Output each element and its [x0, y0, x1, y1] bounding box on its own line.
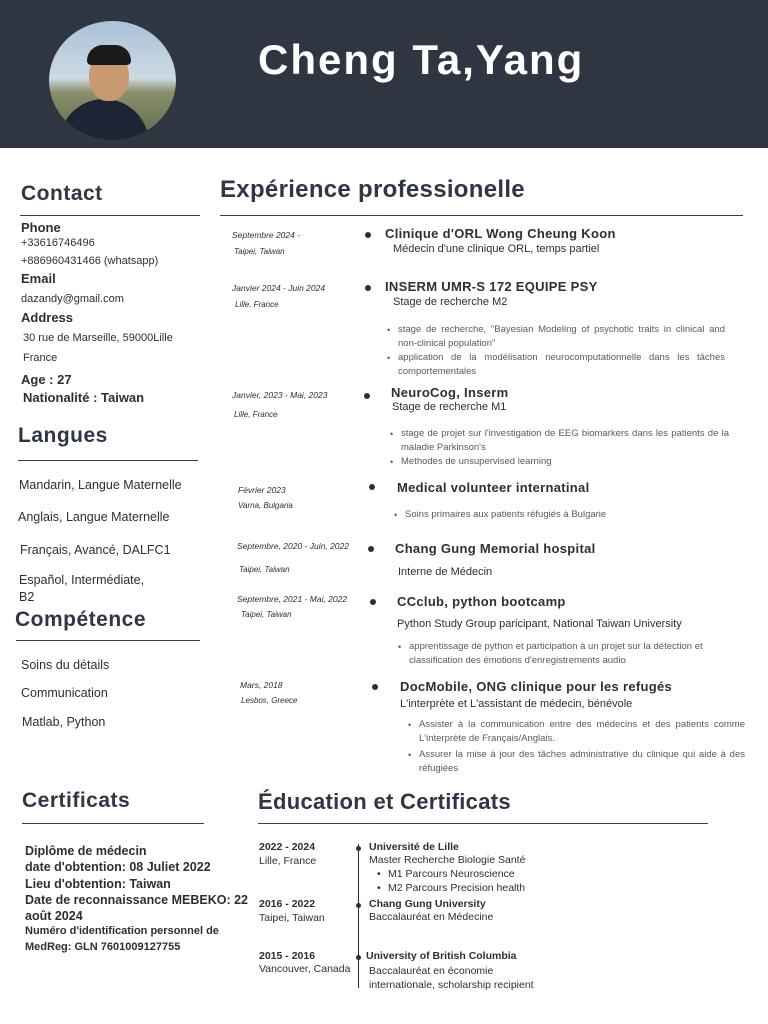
- education-place: Vancouver, Canada: [259, 963, 351, 975]
- experience-org: Medical volunteer internatinal: [397, 480, 590, 495]
- education-bullet: • M1 Parcours Neuroscience: [388, 868, 515, 880]
- experience-org: NeuroCog, Inserm: [391, 385, 509, 400]
- education-years: 2022 - 2024: [259, 841, 316, 853]
- experience-bullet: • apprentissage de python et participation à un projet sur la détection et classification des émotions d'enregistrements audio: [409, 640, 737, 668]
- phone-label: Phone: [21, 220, 61, 235]
- education-dot: [356, 846, 361, 851]
- certificate-line: août 2024: [25, 909, 83, 923]
- education-years: 2015 - 2016: [259, 950, 316, 962]
- education-rule: [258, 823, 708, 824]
- education-timeline-line: [358, 844, 359, 988]
- address-label: Address: [21, 310, 74, 325]
- education-school: Université de Lille: [369, 841, 459, 853]
- experience-org: INSERM UMR-S 172 EQUIPE PSY: [385, 279, 598, 294]
- experience-place: Lille, France: [234, 410, 278, 419]
- experience-role: Stage de recherche M2: [393, 296, 508, 308]
- timeline-dot: [372, 684, 378, 690]
- skill-item: Communication: [21, 686, 108, 700]
- experience-date: Septembre, 2021 - Mai, 2022: [237, 594, 348, 604]
- language-item: B2: [19, 590, 35, 604]
- certificates-heading: Certificats: [22, 789, 131, 812]
- certificate-line: Diplôme de médecin: [25, 844, 147, 858]
- experience-date: Janvier, 2023 - Mai, 2023: [232, 390, 328, 400]
- experience-place: Taipei, Taiwan: [239, 565, 290, 574]
- certificate-line: MedReg: GLN 7601009127755: [25, 941, 181, 953]
- experience-role: Python Study Group paricipant, National Taiwan University: [397, 618, 682, 630]
- experience-date: Septembre 2024 -: [232, 230, 301, 240]
- experience-place: Taipei, Taiwan: [234, 247, 285, 256]
- experience-org: Chang Gung Memorial hospital: [395, 541, 596, 556]
- experience-bullet: • Soins primaires aux patients réfugiés à Bulgarie: [405, 508, 725, 522]
- nationality-text: Nationalité : Taiwan: [23, 390, 145, 405]
- address-line-2: France: [23, 352, 58, 364]
- education-school: Chang Gung University: [369, 898, 486, 910]
- experience-org: DocMobile, ONG clinique pour les refugés: [400, 679, 673, 694]
- experience-bullet: • Methodes de unsupervised learning: [401, 455, 729, 469]
- education-bullet: • M2 Parcours Precision health: [388, 882, 525, 894]
- experience-role: Interne de Médecin: [398, 566, 493, 578]
- experience-bullet: • application de la modélisation neurocomputationnelle dans les tâches comportementales: [398, 351, 725, 379]
- language-item: Anglais, Langue Maternelle: [18, 510, 170, 524]
- education-degree: Baccalauréat en économie: [369, 965, 494, 977]
- education-dot: [356, 955, 361, 960]
- certificate-line: Lieu d'obtention: Taiwan: [25, 877, 171, 891]
- timeline-dot: [369, 484, 375, 490]
- timeline-dot: [368, 546, 374, 552]
- education-degree: Master Recherche Biologie Santé: [369, 854, 526, 866]
- email-address[interactable]: dazandy@gmail.com: [21, 293, 124, 305]
- photo-hair: [87, 45, 131, 65]
- education-dot: [356, 903, 361, 908]
- certificate-line: Date de reconnaissance MEBEKO: 22: [25, 893, 248, 907]
- experience-role: Médecin d'une clinique ORL, temps partiel: [393, 243, 600, 255]
- photo-body: [59, 99, 149, 140]
- profile-photo: [49, 21, 176, 140]
- education-school: University of British Columbia: [366, 950, 517, 962]
- skills-rule: [16, 640, 200, 641]
- experience-bullet: • stage de projet sur l'investigation de EEG biomarkers dans les patients de la maladie Parkinson's: [401, 427, 729, 455]
- education-heading: Éducation et Certificats: [258, 789, 511, 814]
- skills-heading: Compétence: [15, 608, 147, 631]
- age-text: Age : 27: [21, 372, 72, 387]
- language-item: Mandarin, Langue Maternelle: [19, 478, 182, 492]
- contact-rule: [20, 215, 200, 216]
- experience-bullet: • stage de recherche, "Bayesian Modeling of psychotic traits in clinical and non-clinical population": [398, 323, 725, 351]
- experience-org: CCclub, python bootcamp: [397, 594, 566, 609]
- phone-number-2[interactable]: +886960431466 (whatsapp): [21, 255, 159, 267]
- education-place: Taipei, Taiwan: [259, 912, 325, 924]
- experience-date: Janvier 2024 - Juin 2024: [232, 283, 326, 293]
- experience-bullet: • Assister à la communication entre des médecins et des patients comme L'interprète de Français/Anglais.: [419, 718, 745, 746]
- experience-rule: [220, 215, 743, 216]
- email-label: Email: [21, 271, 56, 286]
- experience-role: Stage de recherche M1: [392, 401, 507, 413]
- education-degree: Baccalauréat en Médecine: [369, 911, 494, 923]
- experience-date: Mars, 2018: [240, 680, 283, 690]
- phone-number-1[interactable]: +33616746496: [21, 237, 95, 249]
- languages-heading: Langues: [18, 424, 108, 447]
- languages-rule: [18, 460, 198, 461]
- skill-item: Matlab, Python: [22, 715, 106, 729]
- header-banner: [0, 0, 768, 148]
- experience-role: L'interprète et L'assistant de médecin, bénévole: [400, 698, 633, 710]
- experience-place: Taipei, Taiwan: [241, 610, 292, 619]
- language-item: Français, Avancé, DALFC1: [20, 543, 171, 557]
- certificates-rule: [22, 823, 204, 824]
- skill-item: Soins du détails: [21, 658, 110, 672]
- language-item: Español, Intermédiate,: [19, 573, 145, 587]
- timeline-dot: [364, 393, 370, 399]
- timeline-dot: [370, 599, 376, 605]
- contact-heading: Contact: [21, 182, 103, 205]
- certificate-line: date d'obtention: 08 Juliet 2022: [25, 860, 211, 874]
- experience-place: Lille, France: [235, 300, 279, 309]
- address-line-1: 30 rue de Marseille, 59000Lille: [23, 332, 173, 344]
- experience-org: Clinique d'ORL Wong Cheung Koon: [385, 226, 616, 241]
- experience-heading: Expérience professionelle: [220, 176, 525, 203]
- timeline-dot: [365, 285, 371, 291]
- experience-date: Février 2023: [238, 485, 286, 495]
- experience-date: Septembre, 2020 - Juin, 2022: [237, 541, 349, 551]
- experience-place: Lesbos, Greece: [241, 696, 298, 705]
- certificate-line: Numéro d'identification personnel de: [25, 925, 219, 937]
- experience-place: Varna, Bulgaria: [238, 501, 293, 510]
- person-name: Cheng Ta,Yang: [258, 36, 585, 83]
- education-years: 2016 - 2022: [259, 898, 316, 910]
- timeline-dot: [365, 232, 371, 238]
- education-place: Lille, France: [259, 855, 317, 867]
- education-degree: internationale, scholarship recipient: [369, 979, 534, 991]
- experience-bullet: • Assurer la mise à jour des tâches administrative du clinique qui aide à des réfugiées: [419, 748, 745, 776]
